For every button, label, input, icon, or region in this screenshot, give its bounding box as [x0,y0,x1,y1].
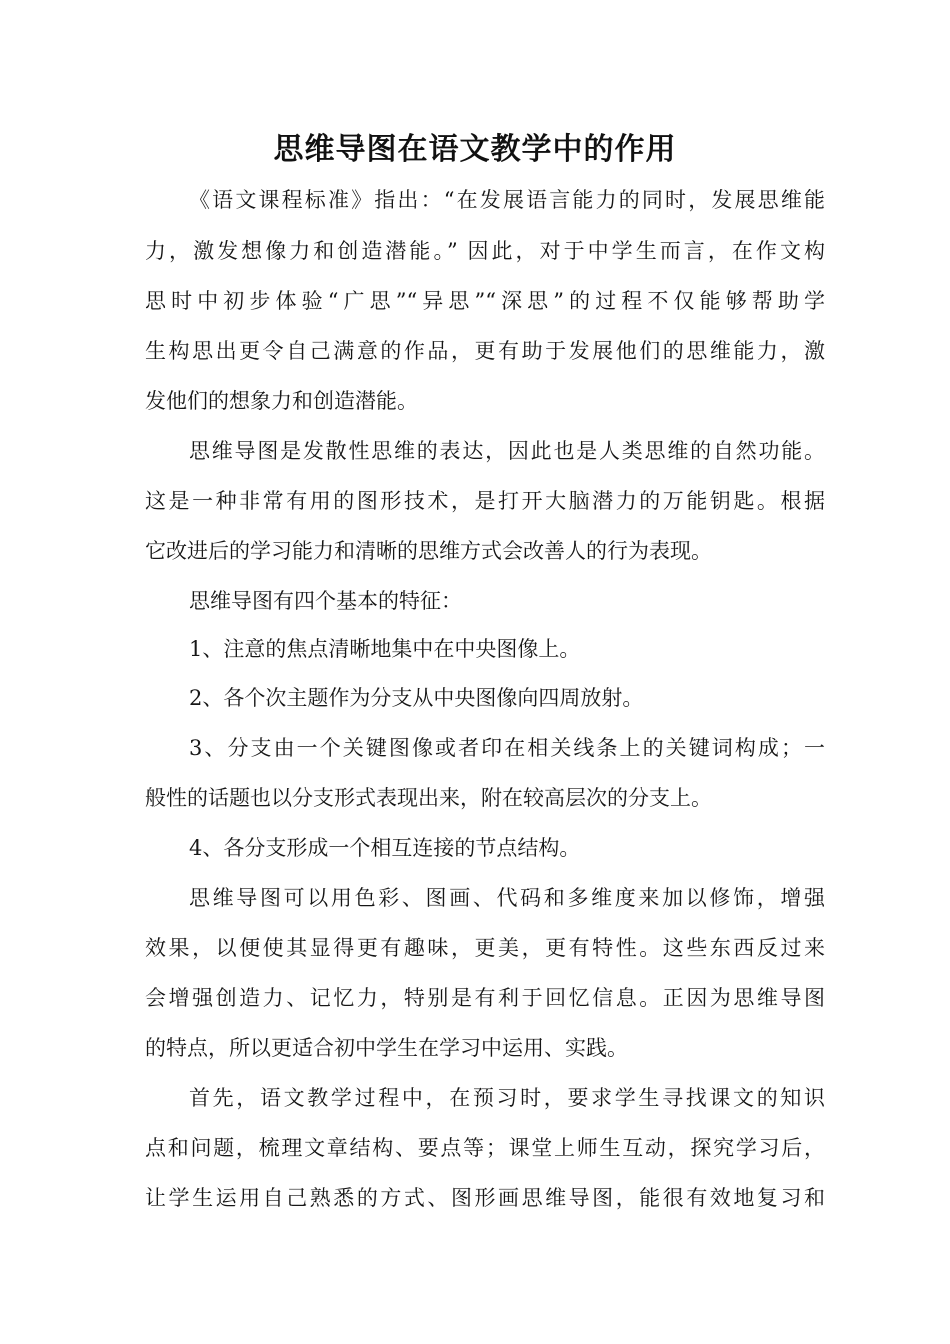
paragraph-line: 生构思出更令自己满意的作品，更有助于发展他们的思维能力，激 [145,339,825,363]
paragraph-line: 的特点，所以更适合初中学生在学习中运用、实践。 [145,1036,628,1060]
paragraph-line: 点和问题，梳理文章结构、要点等；课堂上师生互动，探究学习后， [145,1136,825,1160]
document-title: 思维导图在语文教学中的作用 [273,132,677,167]
list-item: 1、注意的焦点清晰地集中在中央图像上。 [189,637,581,661]
paragraph-line: 效果，以便使其显得更有趣味，更美，更有特性。这些东西反过来 [145,936,825,960]
paragraph-line: 让学生运用自己熟悉的方式、图形画思维导图，能很有效地复习和 [145,1186,825,1210]
paragraph-line: 《语文课程标准》指出：“在发展语言能力的同时，发展思维能 [189,188,825,212]
list-item: 4、各分支形成一个相互连接的节点结构。 [189,836,581,860]
paragraph-line: 思维导图是发散性思维的表达，因此也是人类思维的自然功能。 [189,439,825,463]
list-item-continuation: 般性的话题也以分支形式表现出来，附在较高层次的分支上。 [145,786,712,810]
paragraph-line: 思时中初步体验“广思”“异思”“深思”的过程不仅能够帮助学 [145,289,825,313]
paragraph-line: 思维导图有四个基本的特征： [189,589,462,613]
list-item: 2、各个次主题作为分支从中央图像向四周放射。 [189,686,644,710]
paragraph-line: 思维导图可以用色彩、图画、代码和多维度来加以修饰，增强 [189,886,825,910]
list-item: 3、分支由一个关键图像或者印在相关线条上的关键词构成；一 [189,736,825,760]
paragraph-line: 会增强创造力、记忆力，特别是有利于回忆信息。正因为思维导图 [145,986,825,1010]
paragraph-line: 发他们的想象力和创造潜能。 [145,389,418,413]
paragraph-line: 它改进后的学习能力和清晰的思维方式会改善人的行为表现。 [145,539,712,563]
paragraph-line: 力，激发想像力和创造潜能。” 因此，对于中学生而言，在作文构 [145,239,825,263]
paragraph-line: 这是一种非常有用的图形技术，是打开大脑潜力的万能钥匙。根据 [145,489,825,513]
paragraph-line: 首先，语文教学过程中，在预习时，要求学生寻找课文的知识 [189,1086,825,1110]
